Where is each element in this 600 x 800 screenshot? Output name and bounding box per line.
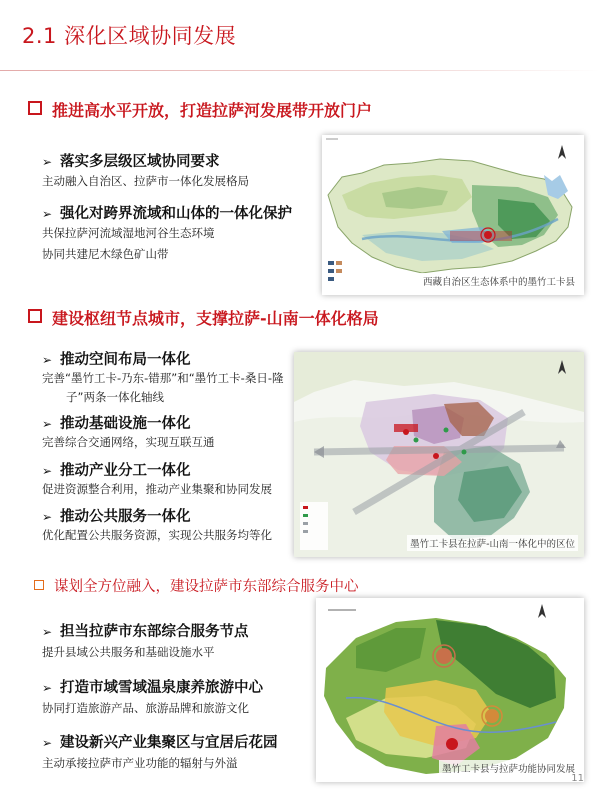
section3-item-1-desc: 提升县域公共服务和基础设施水平 xyxy=(42,645,215,659)
page-number: 11 xyxy=(571,773,584,784)
section3-item-2-title xyxy=(42,676,263,697)
arrow-bullet-icon: ➢ xyxy=(42,625,53,639)
section2-item-1-title xyxy=(42,348,191,369)
section1-heading xyxy=(28,98,372,121)
item-title-text: 担当拉萨市东部综合服务节点 xyxy=(60,624,249,640)
section3-heading-text: 谋划全方位融入，建设拉萨市东部综合服务中心 xyxy=(54,579,359,595)
square-bullet-icon xyxy=(34,580,44,590)
section2-item-2-title xyxy=(42,412,191,433)
lhasa-function-map-caption: 墨竹工卡县与拉萨功能协同发展 xyxy=(439,760,578,776)
section1-item-2-desc-line1: 共保拉萨河流域湿地河谷生态环境 xyxy=(42,226,215,240)
section2-item-1-desc-line1: 完善“墨竹工卡-乃东-错那”和“墨竹工卡-桑日-隆 xyxy=(42,371,284,385)
item-title-text: 推动空间布局一体化 xyxy=(60,352,191,368)
section3-item-1-title xyxy=(42,620,249,641)
tibet-eco-map xyxy=(322,135,584,295)
section3-item-2-desc: 协同打造旅游产品、旅游品牌和旅游文化 xyxy=(42,701,249,715)
section2-item-4-desc: 优化配置公共服务资源，实现公共服务均等化 xyxy=(42,528,272,542)
title-divider xyxy=(0,70,600,71)
section2-item-2-desc: 完善综合交通网络，实现互联互通 xyxy=(42,435,215,449)
item-title-text: 推动产业分工一体化 xyxy=(60,463,191,479)
square-bullet-icon xyxy=(28,101,42,115)
section1-item-2-desc-line2: 协同共建尼木绿色矿山带 xyxy=(42,247,169,261)
section3-item-3-desc: 主动承接拉萨市产业功能的辐射与外溢 xyxy=(42,756,238,770)
section2-item-1-desc-line2: 子”两条一体化轴线 xyxy=(66,390,164,404)
section2-item-4-title xyxy=(42,505,191,526)
item-title-text: 打造市域雪域温泉康养旅游中心 xyxy=(60,680,263,696)
page-title: 2.1 深化区域协同发展 xyxy=(22,24,237,48)
section3-item-3-title xyxy=(42,731,278,752)
tibet-eco-map-graphic xyxy=(322,135,584,295)
item-title-text: 落实多层级区域协同要求 xyxy=(60,154,220,170)
lhasa-shannan-map xyxy=(294,352,584,557)
arrow-bullet-icon: ➢ xyxy=(42,510,53,524)
item-title-text: 建设新兴产业集聚区与宜居后花园 xyxy=(60,735,278,751)
section2-heading-text: 建设枢纽节点城市，支撑拉萨-山南一体化格局 xyxy=(52,309,379,328)
section3-heading xyxy=(34,575,359,596)
arrow-bullet-icon: ➢ xyxy=(42,464,53,478)
arrow-bullet-icon: ➢ xyxy=(42,155,53,169)
section1-heading-text: 推进高水平开放，打造拉萨河发展带开放门户 xyxy=(52,101,373,120)
arrow-bullet-icon: ➢ xyxy=(42,417,53,431)
section2-heading xyxy=(28,306,379,329)
section1-item-1-desc: 主动融入自治区、拉萨市一体化发展格局 xyxy=(42,174,249,188)
arrow-bullet-icon: ➢ xyxy=(42,681,53,695)
section1-item-2-title xyxy=(42,202,292,223)
square-bullet-icon xyxy=(28,309,42,323)
section2-item-3-desc: 促进资源整合利用，推动产业集聚和协同发展 xyxy=(42,482,272,496)
item-title-text: 推动基础设施一体化 xyxy=(60,416,191,432)
tibet-eco-map-caption: 西藏自治区生态体系中的墨竹工卡县 xyxy=(420,273,578,289)
lhasa-shannan-map-caption: 墨竹工卡县在拉萨-山南一体化中的区位 xyxy=(407,535,578,551)
section2-item-3-title xyxy=(42,459,191,480)
arrow-bullet-icon: ➢ xyxy=(42,736,53,750)
item-title-text: 推动公共服务一体化 xyxy=(60,509,191,525)
lhasa-shannan-map-graphic xyxy=(294,352,584,557)
section1-item-1-title xyxy=(42,150,220,171)
lhasa-function-map xyxy=(316,598,584,782)
lhasa-function-map-graphic xyxy=(316,598,584,782)
item-title-text: 强化对跨界流域和山体的一体化保护 xyxy=(60,206,292,222)
arrow-bullet-icon: ➢ xyxy=(42,353,53,367)
arrow-bullet-icon: ➢ xyxy=(42,207,53,221)
